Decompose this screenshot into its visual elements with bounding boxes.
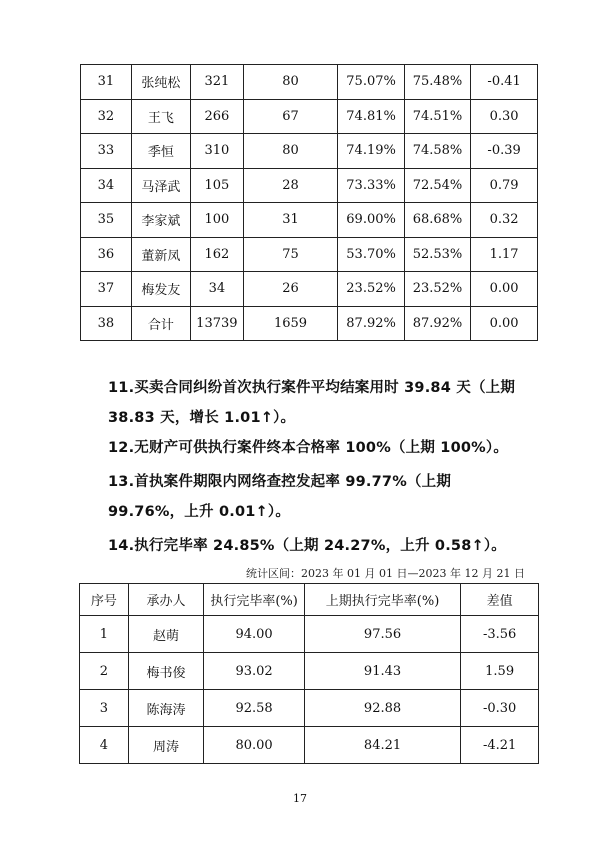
cell-previous-rate: 75.48% xyxy=(404,65,470,100)
cell-row-index: 4 xyxy=(80,727,129,764)
cell-current-rate: 74.19% xyxy=(338,134,404,169)
table-row xyxy=(80,727,539,764)
cell-previous-rate: 74.51% xyxy=(404,99,470,134)
cell-handler-name: 周涛 xyxy=(128,727,204,764)
cell-difference: -0.30 xyxy=(461,690,539,727)
cell-difference: 0.00 xyxy=(471,272,538,307)
cell-total-cases: 162 xyxy=(191,237,244,272)
cell-current-rate: 73.33% xyxy=(338,168,404,203)
table-row xyxy=(81,203,538,238)
cell-completion-rate: 94.00 xyxy=(204,616,305,653)
cell-previous-rate: 74.58% xyxy=(404,134,470,169)
cell-row-index: 34 xyxy=(81,168,132,203)
cell-handler-name: 王飞 xyxy=(131,99,190,134)
cell-handler-name: 李家斌 xyxy=(131,203,190,238)
statistics-range-note: 统计区间：2023 年 01 月 01 日—2023 年 12 月 21 日 xyxy=(246,567,525,580)
cell-handler-name: 合计 xyxy=(131,306,190,341)
cell-difference: 1.59 xyxy=(461,653,539,690)
cell-row-index: 36 xyxy=(81,237,132,272)
cell-total-cases: 13739 xyxy=(191,306,244,341)
paragraph-12-text: 12.无财产可供执行案件终本合格率 100%（上期 100%）。 xyxy=(108,440,509,456)
cell-difference: 0.32 xyxy=(471,203,538,238)
table-row xyxy=(81,272,538,307)
header-previous-completion-rate: 上期执行完毕率(%) xyxy=(304,584,460,616)
header-index: 序号 xyxy=(80,584,129,616)
completion-rate-table-body xyxy=(80,616,539,764)
cell-closed-cases: 67 xyxy=(243,99,338,134)
cell-current-rate: 53.70% xyxy=(338,237,404,272)
paragraph-11-text: 11.买卖合同纠纷首次执行案件平均结案用时 39.84 天（上期 38.83 天，增长 1.01↑）。 xyxy=(108,380,516,426)
completion-rate-table xyxy=(79,583,539,764)
cell-current-rate: 23.52% xyxy=(338,272,404,307)
cell-current-rate: 74.81% xyxy=(338,99,404,134)
paragraph-13 xyxy=(80,467,530,527)
cell-current-rate: 75.07% xyxy=(338,65,404,100)
table-row xyxy=(80,616,539,653)
cell-previous-completion-rate: 92.88 xyxy=(304,690,460,727)
cell-row-index: 33 xyxy=(81,134,132,169)
cell-row-index: 38 xyxy=(81,306,132,341)
cell-difference: -0.39 xyxy=(471,134,538,169)
cell-previous-completion-rate: 97.56 xyxy=(304,616,460,653)
cell-difference: 0.00 xyxy=(471,306,538,341)
cell-row-index: 3 xyxy=(80,690,129,727)
cell-handler-name: 陈海涛 xyxy=(128,690,204,727)
table-row xyxy=(80,653,539,690)
cell-previous-rate: 23.52% xyxy=(404,272,470,307)
cell-difference: 1.17 xyxy=(471,237,538,272)
cell-handler-name: 马泽武 xyxy=(131,168,190,203)
cell-current-rate: 87.92% xyxy=(338,306,404,341)
cell-handler-name: 梅发友 xyxy=(131,272,190,307)
cell-difference: -4.21 xyxy=(461,727,539,764)
cell-difference: 0.30 xyxy=(471,99,538,134)
page-number: 17 xyxy=(293,792,307,805)
cell-total-cases: 105 xyxy=(191,168,244,203)
table-row xyxy=(80,690,539,727)
cell-handler-name: 董新凤 xyxy=(131,237,190,272)
table-row xyxy=(81,65,538,100)
cell-completion-rate: 92.58 xyxy=(204,690,305,727)
paragraph-14 xyxy=(80,531,530,561)
cell-row-index: 37 xyxy=(81,272,132,307)
cell-previous-rate: 87.92% xyxy=(404,306,470,341)
table-row xyxy=(81,134,538,169)
cell-closed-cases: 26 xyxy=(243,272,338,307)
table-row xyxy=(81,168,538,203)
cell-closed-cases: 80 xyxy=(243,65,338,100)
paragraph-11 xyxy=(80,373,530,433)
cell-closed-cases: 31 xyxy=(243,203,338,238)
paragraph-14-text: 14.执行完毕率 24.85%（上期 24.27%，上升 0.58↑）。 xyxy=(108,538,506,554)
cell-completion-rate: 93.02 xyxy=(204,653,305,690)
cell-total-cases: 100 xyxy=(191,203,244,238)
cell-previous-completion-rate: 91.43 xyxy=(304,653,460,690)
cell-row-index: 2 xyxy=(80,653,129,690)
cell-previous-rate: 52.53% xyxy=(404,237,470,272)
table-row xyxy=(81,237,538,272)
cell-closed-cases: 80 xyxy=(243,134,338,169)
cell-row-index: 1 xyxy=(80,616,129,653)
paragraph-13-text: 13.首执案件期限内网络查控发起率 99.77%（上期 99.76%，上升 0.01↑）。 xyxy=(108,474,452,520)
cell-closed-cases: 1659 xyxy=(243,306,338,341)
table-row xyxy=(81,99,538,134)
cell-total-cases: 266 xyxy=(191,99,244,134)
cell-total-cases: 310 xyxy=(191,134,244,169)
cell-difference: -3.56 xyxy=(461,616,539,653)
cell-total-cases: 321 xyxy=(191,65,244,100)
cell-previous-completion-rate: 84.21 xyxy=(304,727,460,764)
header-difference: 差值 xyxy=(461,584,539,616)
cell-previous-rate: 72.54% xyxy=(404,168,470,203)
cell-row-index: 35 xyxy=(81,203,132,238)
cell-handler-name: 季恒 xyxy=(131,134,190,169)
cell-row-index: 32 xyxy=(81,99,132,134)
paragraph-12 xyxy=(80,433,530,463)
cell-completion-rate: 80.00 xyxy=(204,727,305,764)
table-row xyxy=(81,306,538,341)
performance-table-continued xyxy=(80,64,538,341)
cell-difference: 0.79 xyxy=(471,168,538,203)
cell-row-index: 31 xyxy=(81,65,132,100)
cell-closed-cases: 75 xyxy=(243,237,338,272)
cell-previous-rate: 68.68% xyxy=(404,203,470,238)
header-handler: 承办人 xyxy=(128,584,204,616)
performance-table-body xyxy=(81,65,538,341)
table-header-row xyxy=(80,584,539,616)
cell-difference: -0.41 xyxy=(471,65,538,100)
cell-current-rate: 69.00% xyxy=(338,203,404,238)
cell-handler-name: 赵萌 xyxy=(128,616,204,653)
cell-closed-cases: 28 xyxy=(243,168,338,203)
cell-handler-name: 张纯松 xyxy=(131,65,190,100)
header-completion-rate: 执行完毕率(%) xyxy=(204,584,305,616)
cell-total-cases: 34 xyxy=(191,272,244,307)
cell-handler-name: 梅书俊 xyxy=(128,653,204,690)
